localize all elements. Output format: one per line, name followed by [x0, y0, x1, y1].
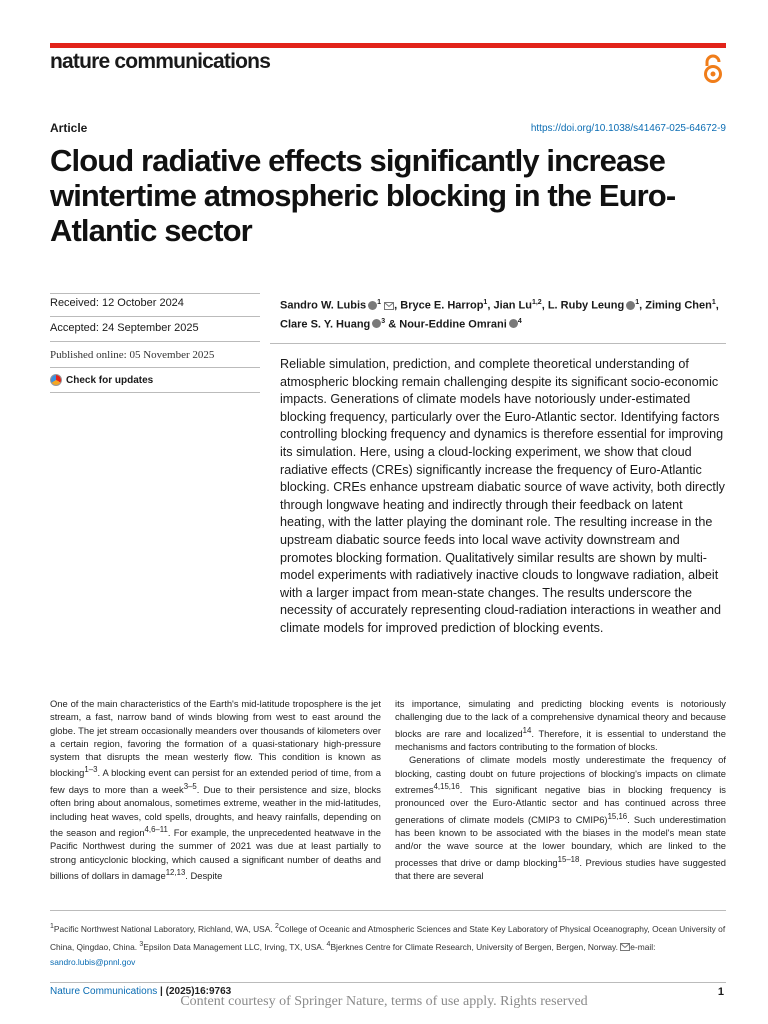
author-name: Bryce E. Harrop	[400, 299, 484, 312]
received-date: Received: 12 October 2024	[50, 297, 184, 309]
orcid-icon[interactable]	[368, 301, 377, 310]
author-affiliation: 4	[517, 317, 522, 325]
article-title: Cloud radiative effects significantly increase wintertime atmospheric blocking in the Euro-Atlantic sector	[50, 143, 676, 248]
author-name: Sandro W. Lubis	[280, 299, 367, 312]
orcid-icon[interactable]	[372, 319, 381, 328]
divider	[50, 293, 260, 294]
citation[interactable]: 15,16	[607, 811, 628, 821]
divider	[50, 392, 260, 393]
open-access-icon	[700, 54, 726, 84]
page-number: 1	[717, 986, 724, 998]
envelope-icon[interactable]	[384, 302, 394, 310]
article-type: Article	[50, 121, 88, 135]
divider	[50, 910, 726, 911]
author-affiliation: 1	[635, 299, 640, 306]
citation[interactable]: 14	[522, 725, 532, 735]
body-column-left	[50, 697, 381, 882]
author-affiliation: 1	[483, 299, 488, 306]
check-updates-button[interactable]	[50, 374, 260, 386]
journal-name: nature communications	[50, 50, 271, 73]
header-rule	[50, 43, 726, 48]
citation[interactable]: 3–5	[183, 781, 197, 791]
author-affiliation: 1	[711, 299, 716, 306]
divider	[270, 343, 726, 344]
author-name: Jian Lu	[493, 299, 532, 312]
author-list: Sandro W. Lubis $^1$ , Bryce E. Harrop$^1$, Jian Lu$^{1,2}$, L. Ruby Leung $^1$, Ziming Chen$^1$, Clare S. Y. Huang $^3$ & Nour-Eddine Omrani $^4$	[280, 299, 719, 331]
divider	[50, 982, 726, 983]
accepted-date: Accepted: 24 September 2025	[50, 322, 199, 334]
author-affiliation: 3	[381, 317, 386, 325]
author-affiliation: 1	[377, 299, 382, 306]
affiliations-footnote: $^1$Pacific Northwest National Laboratory, Richland, WA, USA. $^2$College of Oceanic and Atmospheric Sciences and State Key Laboratory of Physical Oceanography, Ocean University of China, Qingdao, China. $^3$Epsilon Data Management LLC, Irving, TX, USA. $^4$Bjerknes Centre for Climate Research, University of Bergen, Bergen, Norway. e-mail: sandro.lubis@pnnl.gov	[50, 923, 726, 967]
envelope-icon	[620, 943, 630, 951]
divider	[50, 341, 260, 342]
author-name: Ziming Chen	[645, 299, 712, 312]
orcid-icon[interactable]	[626, 301, 635, 310]
divider	[50, 316, 260, 317]
author-affiliation: 1,2	[531, 299, 542, 306]
check-updates-icon	[50, 374, 62, 386]
orcid-icon[interactable]	[509, 319, 518, 328]
doi-link[interactable]: https://doi.org/10.1038/s41467-025-64672-9	[530, 123, 726, 134]
citation[interactable]: 15–18	[557, 854, 580, 864]
citation[interactable]: 4,6–11	[144, 824, 168, 834]
citation[interactable]: 4,15,16	[433, 781, 460, 791]
author-name: Clare S. Y. Huang	[280, 318, 371, 331]
body-paragraph: One of the main characteristics of the Earth's mid-latitude troposphere is the jet stream, a fast, narrow band of winds blowing from west to east around the globe. The jet stream occasionally meanders over thousands of kilometers over a certain region, favoring the formation of a quasi-stationary high-pressure system that disrupts the mean westerly flow. This condition is known as blocking$^{1-3}$. A blocking event can persist for an extended period of time, from a few days to more than a week$^{3-5}$. Due to their persistence and size, blocks often bring about anomalous, sometimes extreme, weather in the mid-latitudes, including heat waves, cold spells, droughts, and heavy rainfalls, depending on the season and region$^{4,6-11}$. For example, the unprecedented heatwave in the Pacific Northwest during the summer of 2021 was due at least partially to strong anticyclonic blocking, which caused a significant number of deaths and billions of dollars in damage$^{12,13}$. Despite	[50, 698, 381, 882]
author-name: L. Ruby Leung	[547, 299, 625, 312]
body-paragraph: its importance, simulating and predicting blocking events is notoriously challenging due to the lack of a comprehensive dynamical theory and because blocks are rare and localized$^{14}$. Therefore, it is essential to understand the mechanisms and factors contributing to the formation of blocks.	[395, 698, 726, 753]
footer-journal-link[interactable]: Nature Communications	[50, 986, 158, 997]
divider	[50, 367, 260, 368]
email-link[interactable]: sandro.lubis@pnnl.gov	[50, 956, 136, 967]
courtesy-notice: Content courtesy of Springer Nature, terms of use apply. Rights reserved	[180, 994, 588, 1009]
body-column-right	[395, 697, 726, 882]
body-paragraph: Generations of climate models mostly underestimate the frequency of blocking, casting doubt on future projections of blocking's impacts on climate extremes$^{4,15,16}$. This significant negative bias in blocking frequency is pronounced over the Euro-Atlantic sector and has continued across three generations of climate models (CMIP3 to CMIP6)$^{15,16}$. Such underestimation has been known to be associated with the biases in the model's mean state and/or the wave source at the lower boundary, which are linked to the processes that drive or damp blocking$^{15-18}$. Previous studies have suggested that there are several	[395, 754, 726, 882]
published-date: Published online: 05 November 2025	[50, 349, 215, 361]
footer-volume: | (2025)16:9763	[160, 986, 232, 997]
citation[interactable]: 1–3	[84, 765, 98, 775]
check-updates-label: Check for updates	[66, 374, 154, 386]
citation[interactable]: 12,13	[165, 867, 186, 877]
author-name: Nour-Eddine Omrani	[399, 318, 507, 331]
abstract: Reliable simulation, prediction, and complete theoretical understanding of atmospheric blocking remain challenging despite its significant socio-economic impacts. Generations of climate models have notoriously under-estimated blocking frequency, particularly over the Euro-Atlantic sector. Identifying factors controlling blocking frequency and dynamics is therefore essential for improving its simulation. Here, using a cloud-locking experiment, we show that cloud radiative effects (CREs) significantly increase the frequency of Euro-Atlantic blocking. CREs enhance upstream diabatic source of wave activity, both directly through longwave heating and indirectly through their feedback on latent heating, with the latter playing the dominant role. The resulting increase in the upstream diabatic source feeds into local wave activity downstream and promotes blocking formation. Qualitatively similar results are shown by multi-model experiments with radiatively inactive clouds to longwave radiation, albeit with a larger impact from mean-state changes. The results underscore the necessity of accurately representing cloud-radiation interactions in weather and climate models for improved prediction of blocking events.	[280, 357, 725, 635]
